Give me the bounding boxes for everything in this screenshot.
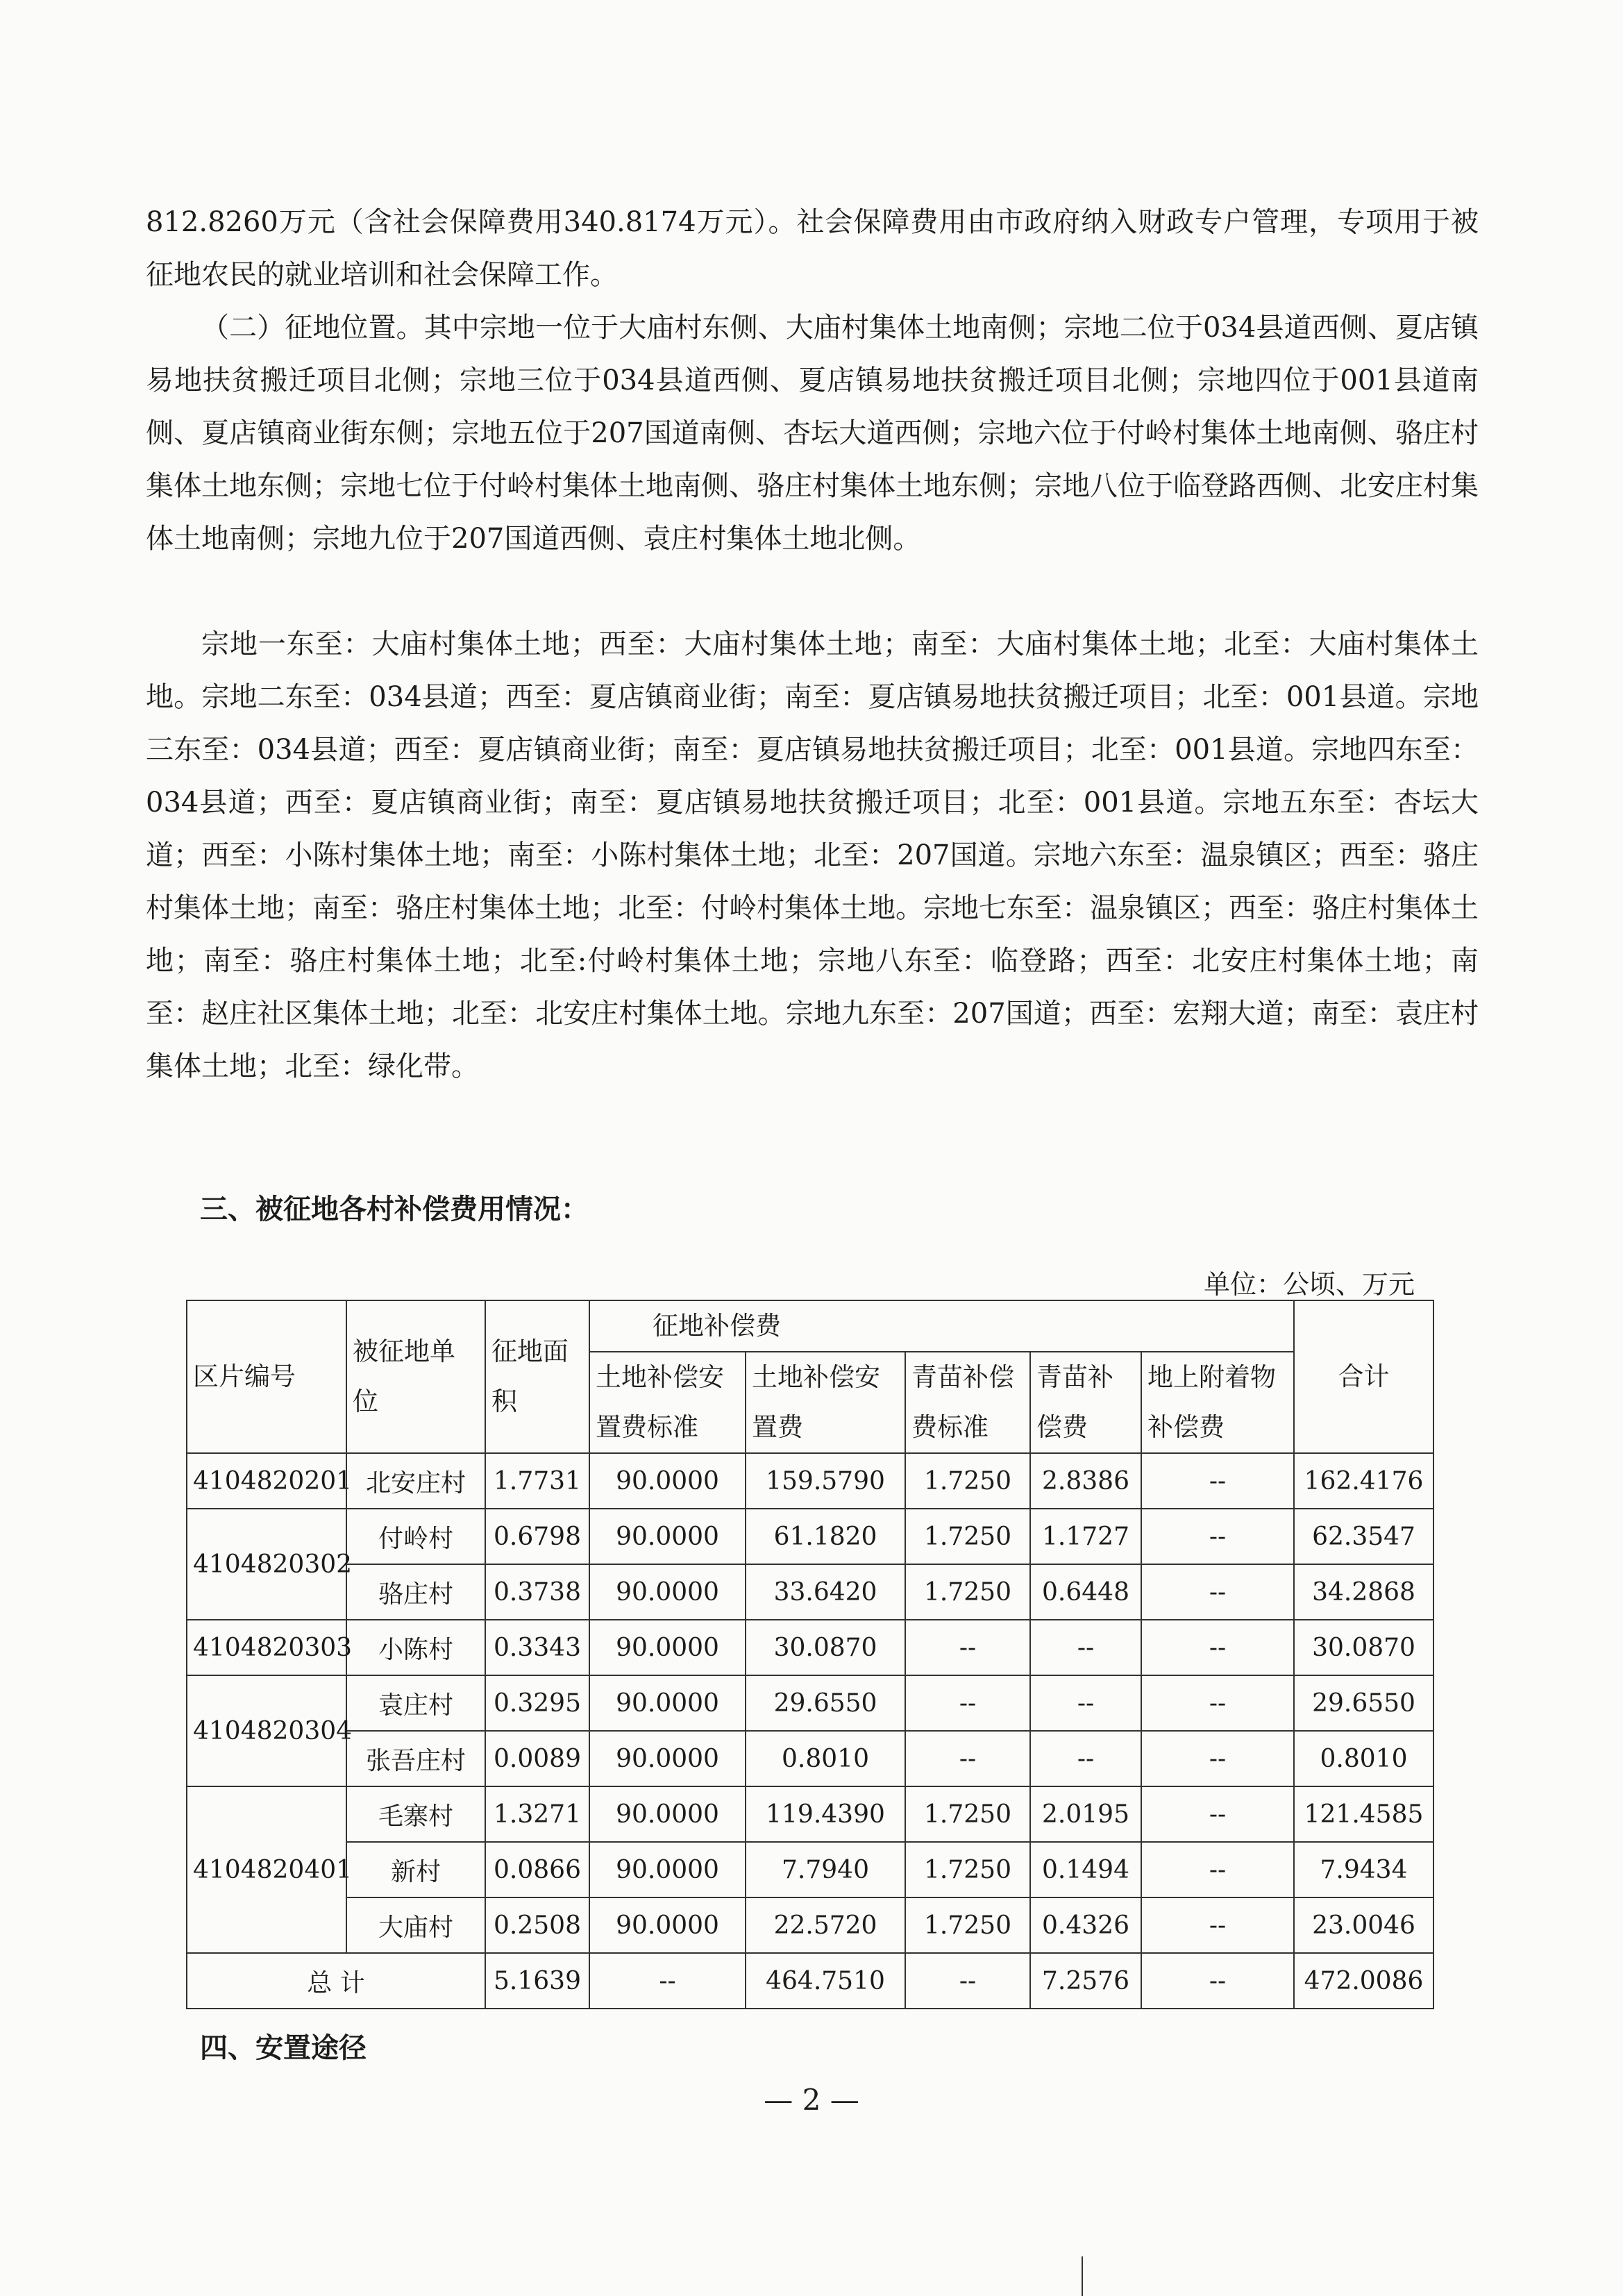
area-cell: 1.7731 <box>485 1453 589 1509</box>
compensation-table <box>186 1300 1434 2009</box>
summary-crop-std: -- <box>905 1953 1030 2009</box>
crop-std-cell: -- <box>905 1731 1030 1786</box>
area-code-cell: 4104820304 <box>187 1675 346 1786</box>
crop-fee-cell: 0.6448 <box>1030 1564 1141 1620</box>
header-unit: 被征地单位 <box>346 1300 485 1453</box>
summary-crop-fee: 7.2576 <box>1030 1953 1141 2009</box>
land-fee-cell: 119.4390 <box>746 1786 905 1842</box>
crop-fee-cell: -- <box>1030 1620 1141 1675</box>
table-row <box>187 1675 1433 1731</box>
land-std-cell: 90.0000 <box>589 1731 746 1786</box>
attach-cell: -- <box>1141 1509 1294 1564</box>
summary-land-fee: 464.7510 <box>746 1953 905 2009</box>
area-cell: 0.3738 <box>485 1564 589 1620</box>
binding-mark <box>1082 2256 1083 2296</box>
village-cell: 北安庄村 <box>346 1453 485 1509</box>
crop-std-cell: -- <box>905 1675 1030 1731</box>
table-row <box>187 1453 1433 1509</box>
header-total: 合计 <box>1294 1300 1433 1453</box>
area-cell: 1.3271 <box>485 1786 589 1842</box>
land-fee-cell: 7.7940 <box>746 1842 905 1897</box>
village-cell: 袁庄村 <box>346 1675 485 1731</box>
table-row <box>187 1842 1433 1897</box>
attach-cell: -- <box>1141 1675 1294 1731</box>
village-cell: 付岭村 <box>346 1509 485 1564</box>
table-row <box>187 1897 1433 1953</box>
land-fee-cell: 33.6420 <box>746 1564 905 1620</box>
header-attach-fee: 地上附着物补偿费 <box>1141 1352 1294 1453</box>
area-cell: 0.0866 <box>485 1842 589 1897</box>
area-cell: 0.3295 <box>485 1675 589 1731</box>
total-cell: 34.2868 <box>1294 1564 1433 1620</box>
header-group-compensation: 征地补偿费 <box>589 1300 1294 1352</box>
land-std-cell: 90.0000 <box>589 1564 746 1620</box>
village-cell: 毛寨村 <box>346 1786 485 1842</box>
crop-std-cell: 1.7250 <box>905 1453 1030 1509</box>
attach-cell: -- <box>1141 1731 1294 1786</box>
attach-cell: -- <box>1141 1786 1294 1842</box>
crop-std-cell: 1.7250 <box>905 1509 1030 1564</box>
land-fee-cell: 0.8010 <box>746 1731 905 1786</box>
total-cell: 0.8010 <box>1294 1731 1433 1786</box>
area-cell: 0.6798 <box>485 1509 589 1564</box>
total-cell: 23.0046 <box>1294 1897 1433 1953</box>
summary-row <box>187 1953 1433 2009</box>
area-cell: 0.2508 <box>485 1897 589 1953</box>
village-cell: 大庙村 <box>346 1897 485 1953</box>
table-row <box>187 1731 1433 1786</box>
total-cell: 29.6550 <box>1294 1675 1433 1731</box>
area-cell: 0.3343 <box>485 1620 589 1675</box>
attach-cell: -- <box>1141 1564 1294 1620</box>
village-cell: 骆庄村 <box>346 1564 485 1620</box>
area-code-cell: 4104820302 <box>187 1509 346 1620</box>
header-land-fee: 土地补偿安置费 <box>746 1352 905 1453</box>
crop-fee-cell: 0.4326 <box>1030 1897 1141 1953</box>
crop-std-cell: 1.7250 <box>905 1564 1030 1620</box>
land-std-cell: 90.0000 <box>589 1897 746 1953</box>
total-cell: 162.4176 <box>1294 1453 1433 1509</box>
crop-fee-cell: 0.1494 <box>1030 1842 1141 1897</box>
summary-total: 472.0086 <box>1294 1953 1433 2009</box>
land-fee-cell: 29.6550 <box>746 1675 905 1731</box>
land-fee-cell: 61.1820 <box>746 1509 905 1564</box>
crop-fee-cell: 2.8386 <box>1030 1453 1141 1509</box>
header-land-std: 土地补偿安置费标准 <box>589 1352 746 1453</box>
table-row <box>187 1564 1433 1620</box>
summary-land-std: -- <box>589 1953 746 2009</box>
paragraph-land-boundaries: 宗地一东至：大庙村集体土地；西至：大庙村集体土地；南至：大庙村集体土地；北至：大庙村集体土地。宗地二东至：034县道；西至：夏店镇商业街；南至：夏店镇易地扶贫搬迁项目；北至：001县道。宗地三东至：034县道；西至：夏店镇商业街；南至：夏店镇易地扶贫搬迁项目；北至：001县道。宗地四东至：034县道；西至：夏店镇商业街；南至：夏店镇易地扶贫搬迁项目；北至：001县道。宗地五东至：杏坛大道；西至：小陈村集体土地；南至：小陈村集体土地；北至：207国道。宗地六东至：温泉镇区；西至：骆庄村集体土地；南至：骆庄村集体土地；北至：付岭村集体土地。宗地七东至：温泉镇区；西至：骆庄村集体土地；南至：骆庄村集体土地；北至:付岭村集体土地；宗地八东至：临登路；西至：北安庄村集体土地；南至：赵庄社区集体土地；北至：北安庄村集体土地。宗地九东至：207国道；西至：宏翔大道；南至：袁庄村集体土地；北至：绿化带。 <box>146 628 1479 1082</box>
attach-cell: -- <box>1141 1620 1294 1675</box>
page-number: — 2 — <box>764 2083 859 2117</box>
village-cell: 张吾庄村 <box>346 1731 485 1786</box>
land-std-cell: 90.0000 <box>589 1786 746 1842</box>
attach-cell: -- <box>1141 1897 1294 1953</box>
summary-attach: -- <box>1141 1953 1294 2009</box>
area-code-cell: 4104820303 <box>187 1620 346 1675</box>
crop-std-cell: 1.7250 <box>905 1842 1030 1897</box>
crop-std-cell: 1.7250 <box>905 1897 1030 1953</box>
land-fee-cell: 30.0870 <box>746 1620 905 1675</box>
land-std-cell: 90.0000 <box>589 1453 746 1509</box>
crop-fee-cell: 1.1727 <box>1030 1509 1141 1564</box>
table-row <box>187 1786 1433 1842</box>
header-crop-fee: 青苗补偿费 <box>1030 1352 1141 1453</box>
land-std-cell: 90.0000 <box>589 1675 746 1731</box>
crop-fee-cell: -- <box>1030 1675 1141 1731</box>
total-cell: 7.9434 <box>1294 1842 1433 1897</box>
crop-std-cell: -- <box>905 1620 1030 1675</box>
area-code-cell: 4104820201 <box>187 1453 346 1509</box>
land-std-cell: 90.0000 <box>589 1509 746 1564</box>
area-cell: 0.0089 <box>485 1731 589 1786</box>
attach-cell: -- <box>1141 1842 1294 1897</box>
unit-note: 单位：公顷、万元 <box>1203 1269 1415 1300</box>
summary-area: 5.1639 <box>485 1953 589 2009</box>
land-std-cell: 90.0000 <box>589 1842 746 1897</box>
crop-fee-cell: -- <box>1030 1731 1141 1786</box>
total-cell: 62.3547 <box>1294 1509 1433 1564</box>
table-row <box>187 1509 1433 1564</box>
section4-heading: 四、安置途径 <box>200 2032 367 2064</box>
section3-heading: 三、被征地各村补偿费用情况： <box>200 1193 589 1225</box>
village-cell: 小陈村 <box>346 1620 485 1675</box>
attach-cell: -- <box>1141 1453 1294 1509</box>
land-std-cell: 90.0000 <box>589 1620 746 1675</box>
area-code-cell: 4104820401 <box>187 1786 346 1953</box>
land-fee-cell: 22.5720 <box>746 1897 905 1953</box>
crop-std-cell: 1.7250 <box>905 1786 1030 1842</box>
total-cell: 121.4585 <box>1294 1786 1433 1842</box>
summary-label: 总 计 <box>187 1953 485 2009</box>
village-cell: 新村 <box>346 1842 485 1897</box>
total-cell: 30.0870 <box>1294 1620 1433 1675</box>
paragraph-land-location: （二）征地位置。其中宗地一位于大庙村东侧、大庙村集体土地南侧；宗地二位于034县道西侧、夏店镇易地扶贫搬迁项目北侧；宗地三位于034县道西侧、夏店镇易地扶贫搬迁项目北侧；宗地四位于001县道南侧、夏店镇商业街东侧；宗地五位于207国道南侧、杏坛大道西侧；宗地六位于付岭村集体土地南侧、骆庄村集体土地东侧；宗地七位于付岭村集体土地南侧、骆庄村集体土地东侧；宗地八位于临登路西侧、北安庄村集体土地南侧；宗地九位于207国道西侧、袁庄村集体土地北侧。 <box>146 312 1479 555</box>
paragraph-compensation-total: 812.8260万元（含社会保障费用340.8174万元）。社会保障费用由市政府纳入财政专户管理，专项用于被征地农民的就业培训和社会保障工作。 <box>146 206 1479 291</box>
header-area-code: 区片编号 <box>187 1300 346 1453</box>
header-crop-std: 青苗补偿费标准 <box>905 1352 1030 1453</box>
crop-fee-cell: 2.0195 <box>1030 1786 1141 1842</box>
table-row <box>187 1620 1433 1675</box>
header-land-area: 征地面积 <box>485 1300 589 1453</box>
land-fee-cell: 159.5790 <box>746 1453 905 1509</box>
